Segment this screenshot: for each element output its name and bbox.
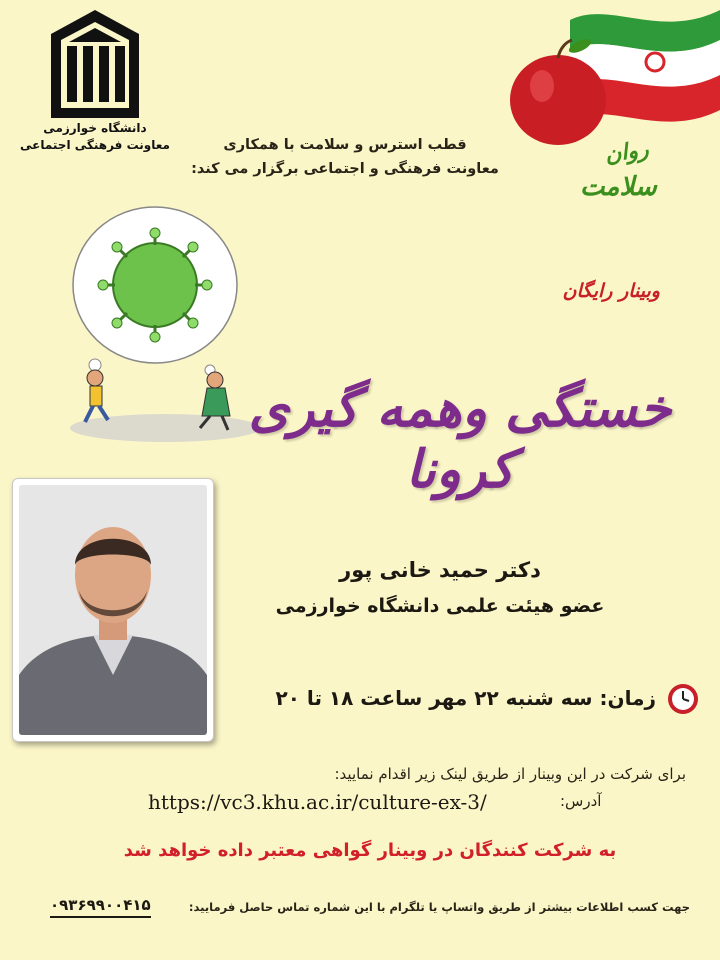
speaker-portrait-icon <box>19 485 207 735</box>
webinar-tag: وبینار رایگان <box>562 280 660 302</box>
clock-icon <box>666 682 700 716</box>
logo-department-name: معاونت فرهنگی اجتماعی <box>20 138 170 152</box>
main-title: خستگی وهمه گیری کرونا <box>248 378 672 500</box>
schedule-row <box>245 682 700 716</box>
speaker-photo <box>19 485 207 735</box>
slogan-word-1: روان <box>603 137 651 168</box>
speaker-role: عضو هیئت علمی دانشگاه خوارزمی <box>275 595 605 617</box>
contact-text: جهت کسب اطلاعات بیشتر از طریق واتساپ یا تلگرام با این شماره تماس حاصل فرمایید: <box>188 900 690 914</box>
contact-phone[interactable]: ۰۹۳۶۹۹۰۰۴۱۵ <box>50 896 151 918</box>
logo-university-name: دانشگاه خوارزمی <box>43 121 147 135</box>
speaker-photo-frame <box>12 478 214 742</box>
intro-line-2: معاونت فرهنگی و اجتماعی برگزار می کند: <box>191 161 499 177</box>
registration-link[interactable]: https://vc3.khu.ac.ir/culture-ex-3/ <box>148 790 487 814</box>
university-logo <box>20 8 170 168</box>
virus-cartoon-illustration <box>60 200 270 450</box>
certificate-notice: به شرکت کنندگان در وبینار گواهی معتبر داده خواهد شد <box>123 840 617 861</box>
slogan-word-2: سلامت <box>580 172 657 202</box>
intro-text <box>170 133 520 181</box>
schedule-text: زمان: سه شنبه ۲۲ مهر ساعت ۱۸ تا ۲۰ <box>275 686 656 710</box>
registration-instruction: برای شرکت در این وبینار از طریق لینک زیر اقدام نمایید: <box>334 765 686 783</box>
intro-line-1: قطب استرس و سلامت با همکاری <box>223 137 467 153</box>
speaker-name: دکتر حمید خانی پور <box>339 558 541 582</box>
virus-icon <box>98 228 212 342</box>
university-emblem-icon <box>49 8 141 120</box>
running-man-icon <box>85 370 108 422</box>
address-label: آدرس: <box>560 792 602 810</box>
